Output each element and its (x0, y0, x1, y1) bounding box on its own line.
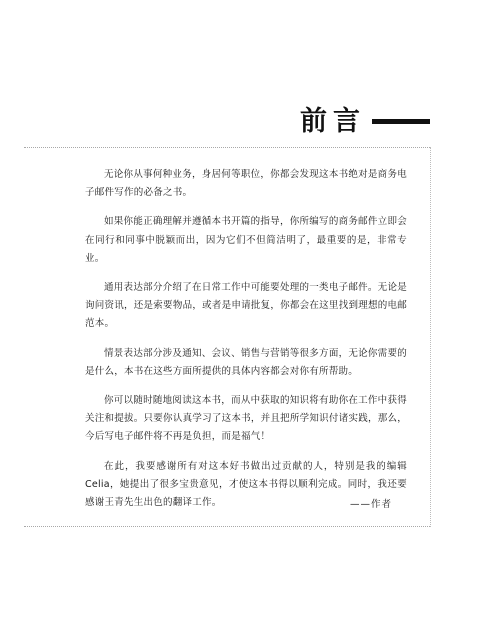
author-signature: ——作者 (350, 499, 393, 510)
content-frame-edge (429, 147, 431, 527)
paragraph: 你可以随时随地阅读这本书，而从中获取的知识将有助你在工作中获得关注和提拔。只要你认真学习了这本书，并且把所学知识付诸实践，那么，今后写电子邮件将不再是负担，而是福气！ (85, 395, 407, 443)
title-rule (372, 119, 430, 124)
paragraph: 通用表达部分介绍了在日常工作中可能要处理的一类电子邮件。无论是询问资讯，还是索要物品，或者是申请批复，你都会在这里找到理想的电邮范本。 (85, 282, 407, 330)
paragraph: 情景表达部分涉及通知、会议、销售与营销等很多方面，无论你需要的是什么，本书在这些方面所提供的具体内容都会对你有所帮助。 (85, 347, 407, 377)
page-title: 前言 (300, 106, 366, 137)
preface-body (85, 166, 407, 523)
paragraph: 无论你从事何种业务，身居何等职位，你都会发现这本书绝对是商务电子邮件写作的必备之书。 (85, 169, 407, 199)
paragraph: 在此，我要感谢所有对这本好书做出过贡献的人，特别是我的编辑Celia，她提出了很多宝贵意见，才使这本书得以顺利完成。同时，我还要感谢王青先生出色的翻译工作。 (85, 460, 407, 509)
paragraph: 如果你能正确理解并遵循本书开篇的指导，你所编写的商务邮件立即会在同行和同事中脱颖而出，因为它们不但简洁明了，最重要的是，非常专业。 (85, 216, 407, 264)
heading (300, 108, 430, 135)
